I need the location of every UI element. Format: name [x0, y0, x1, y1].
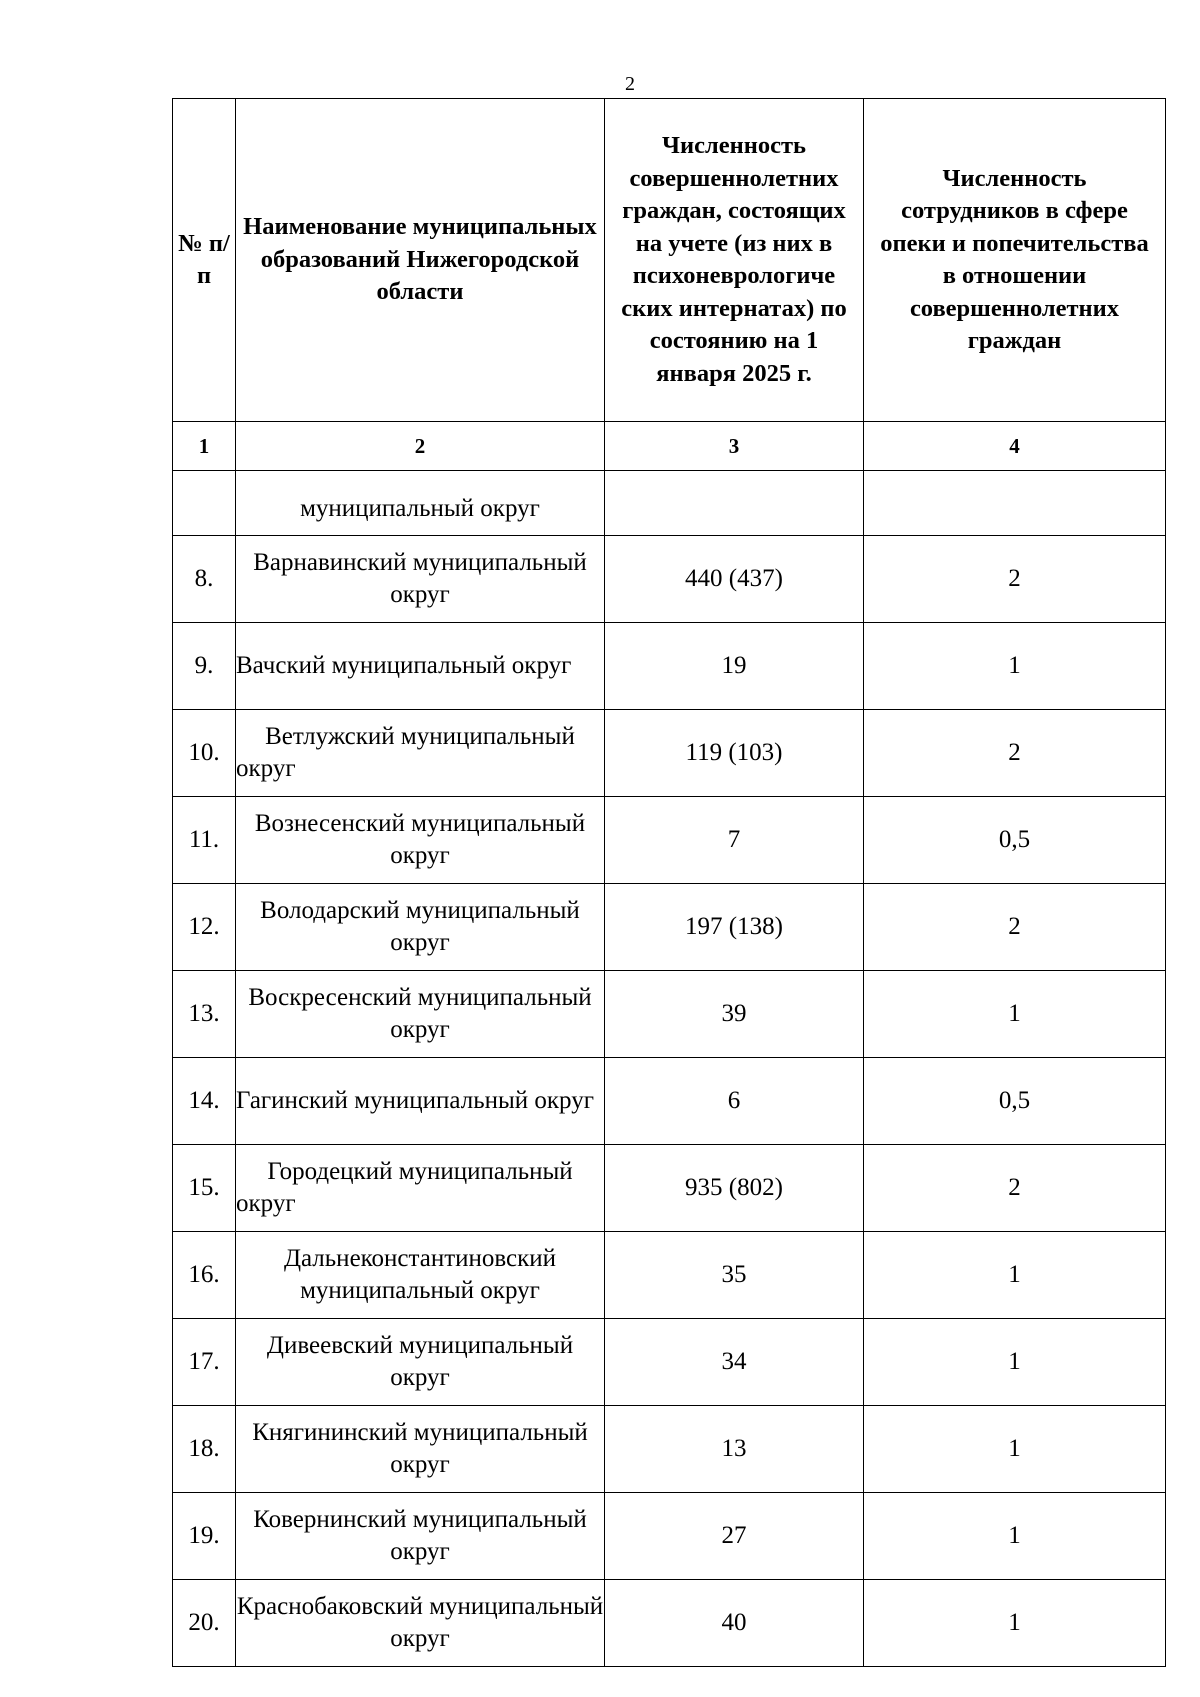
row-staff: 2: [864, 884, 1166, 971]
row-name: Краснобаковский муниципальный округ: [236, 1580, 605, 1667]
row-staff: 1: [864, 623, 1166, 710]
row-number: 14.: [173, 1058, 236, 1145]
row-count: 440 (437): [605, 536, 864, 623]
table-row: [173, 971, 1166, 1058]
row-count: 935 (802): [605, 1145, 864, 1232]
row-name: Гагинский муниципальный округ: [236, 1058, 605, 1145]
row-number: 13.: [173, 971, 236, 1058]
row-count: 6: [605, 1058, 864, 1145]
row-staff: 1: [864, 1580, 1166, 1667]
row-count: 39: [605, 971, 864, 1058]
row-number: 12.: [173, 884, 236, 971]
row-count: 40: [605, 1580, 864, 1667]
row-name: Володарский муниципальный округ: [236, 884, 605, 971]
row-number: [173, 471, 236, 536]
row-staff: 1: [864, 1493, 1166, 1580]
continuation-name: муниципальный округ: [236, 471, 605, 536]
row-count: 34: [605, 1319, 864, 1406]
table-row: [173, 710, 1166, 797]
row-number: 20.: [173, 1580, 236, 1667]
table-row: [173, 884, 1166, 971]
row-name: Ковернинский муниципальный округ: [236, 1493, 605, 1580]
row-number: 16.: [173, 1232, 236, 1319]
row-count: 27: [605, 1493, 864, 1580]
row-staff: 1: [864, 971, 1166, 1058]
row-name: Княгининский муниципальный округ: [236, 1406, 605, 1493]
row-staff: 0,5: [864, 797, 1166, 884]
table-row: [173, 1058, 1166, 1145]
header-name: Наименование муниципальных образований Нижегородской области: [236, 99, 605, 422]
row-number: 15.: [173, 1145, 236, 1232]
row-name: Ветлужский муниципальный округ: [236, 710, 605, 797]
row-staff: 2: [864, 710, 1166, 797]
table-row: [173, 1406, 1166, 1493]
page-number: 2: [625, 73, 635, 95]
row-staff: 1: [864, 1232, 1166, 1319]
row-number: 8.: [173, 536, 236, 623]
row-number: 10.: [173, 710, 236, 797]
row-number: 11.: [173, 797, 236, 884]
header-count: Численность совершеннолетних граждан, состоящих на учете (из них в психоневрологиче ских интернатах) по состоянию на 1 января 2025 г.: [605, 99, 864, 422]
row-count: 19: [605, 623, 864, 710]
table-row: [173, 623, 1166, 710]
row-count: 119 (103): [605, 710, 864, 797]
column-numbers-row: [173, 422, 1166, 471]
header-staff: Численность сотрудников в сфере опеки и попечительства в отношении совершеннолетних граждан: [864, 99, 1166, 422]
column-number: 2: [236, 422, 605, 471]
table-row: [173, 536, 1166, 623]
continuation-row: [173, 471, 1166, 536]
row-name: Дивеевский муниципальный округ: [236, 1319, 605, 1406]
row-count: 7: [605, 797, 864, 884]
column-number: 4: [864, 422, 1166, 471]
table-row: [173, 1145, 1166, 1232]
row-count: 35: [605, 1232, 864, 1319]
table-row: [173, 1232, 1166, 1319]
table-header-row: [173, 99, 1166, 422]
row-number: 19.: [173, 1493, 236, 1580]
row-staff: [864, 471, 1166, 536]
table-row: [173, 1319, 1166, 1406]
row-staff: 1: [864, 1319, 1166, 1406]
row-count: [605, 471, 864, 536]
row-name: Дальнеконстантиновский муниципальный округ: [236, 1232, 605, 1319]
row-name: Воскресенский муниципальный округ: [236, 971, 605, 1058]
row-count: 13: [605, 1406, 864, 1493]
row-name: Городецкий муниципальный округ: [236, 1145, 605, 1232]
row-staff: 1: [864, 1406, 1166, 1493]
column-number: 1: [173, 422, 236, 471]
row-staff: 2: [864, 1145, 1166, 1232]
row-number: 17.: [173, 1319, 236, 1406]
table-row: [173, 1493, 1166, 1580]
row-name: Вачский муниципальный округ: [236, 623, 605, 710]
table-row: [173, 797, 1166, 884]
row-number: 18.: [173, 1406, 236, 1493]
table-row: [173, 1580, 1166, 1667]
row-staff: 0,5: [864, 1058, 1166, 1145]
column-number: 3: [605, 422, 864, 471]
municipal-table: [172, 98, 1166, 1667]
row-count: 197 (138): [605, 884, 864, 971]
row-name: Варнавинский муниципальный округ: [236, 536, 605, 623]
header-no: № п/п: [173, 99, 236, 422]
row-staff: 2: [864, 536, 1166, 623]
row-number: 9.: [173, 623, 236, 710]
row-name: Вознесенский муниципальный округ: [236, 797, 605, 884]
